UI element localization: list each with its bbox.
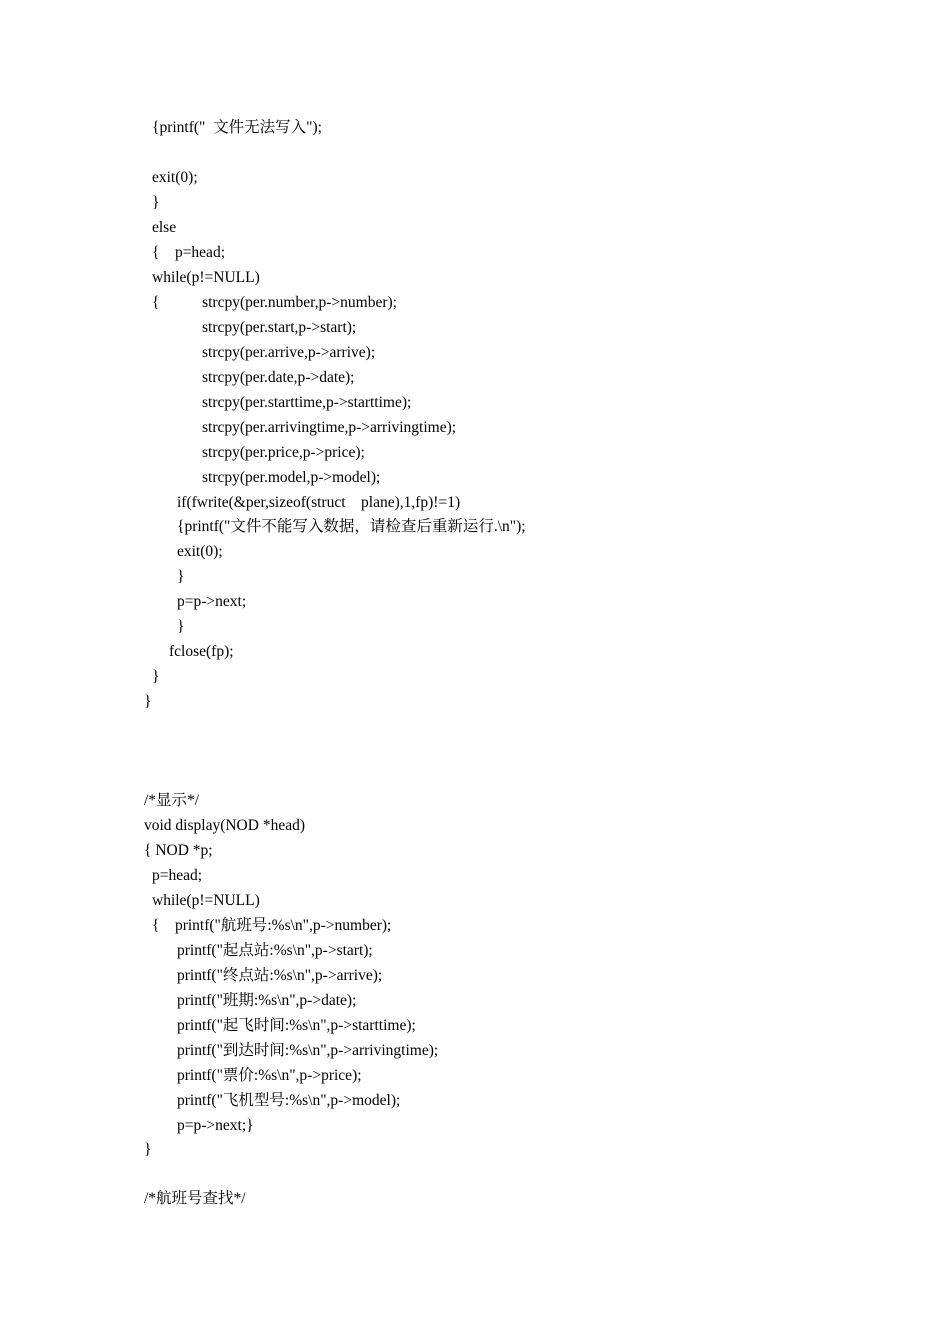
code-line: p=p->next;}	[177, 1117, 254, 1134]
code-line: }	[177, 568, 185, 585]
code-line: strcpy(per.date,p->date);	[202, 369, 355, 386]
code-line: {printf("文件不能写入数据，请检查后重新运行.\n");	[177, 518, 526, 535]
code-line: }	[144, 693, 152, 710]
code-line: printf("票价:%s\n",p->price);	[177, 1067, 362, 1084]
code-line: fclose(fp);	[169, 643, 234, 660]
code-line: exit(0);	[152, 169, 198, 186]
code-line: void display(NOD *head)	[144, 817, 305, 834]
code-line: { printf("航班号:%s\n",p->number);	[152, 917, 392, 934]
code-line: else	[152, 219, 177, 236]
code-line: strcpy(per.model,p->model);	[202, 469, 381, 486]
code-line: }	[144, 1141, 152, 1158]
code-line: p=p->next;	[177, 593, 247, 610]
code-line: printf("起点站:%s\n",p->start);	[177, 942, 373, 959]
code-line: {printf(" 文件无法写入");	[152, 119, 322, 136]
code-line: { strcpy(per.number,p->number);	[152, 294, 397, 311]
code-line: p=head;	[152, 867, 203, 884]
code-line: strcpy(per.start,p->start);	[202, 319, 357, 336]
code-line: strcpy(per.starttime,p->starttime);	[202, 394, 412, 411]
code-line: printf("到达时间:%s\n",p->arrivingtime);	[177, 1042, 439, 1059]
code-line: }	[152, 194, 160, 211]
code-comment: /*航班号查找*/	[144, 1190, 246, 1207]
code-line: { p=head;	[152, 244, 225, 261]
code-line: }	[177, 618, 185, 635]
code-line: }	[152, 668, 160, 685]
code-line: while(p!=NULL)	[152, 892, 260, 909]
code-line: printf("飞机型号:%s\n",p->model);	[177, 1092, 401, 1109]
code-line: strcpy(per.price,p->price);	[202, 444, 365, 461]
code-line: if(fwrite(&per,sizeof(struct plane),1,fp)!=1)	[177, 494, 461, 511]
code-line: strcpy(per.arrive,p->arrive);	[202, 344, 376, 361]
code-comment: /*显示*/	[144, 792, 200, 809]
code-line: while(p!=NULL)	[152, 269, 260, 286]
code-line: printf("起飞时间:%s\n",p->starttime);	[177, 1017, 416, 1034]
code-line: exit(0);	[177, 543, 223, 560]
code-line: printf("班期:%s\n",p->date);	[177, 992, 357, 1009]
code-line: { NOD *p;	[144, 842, 213, 859]
code-line: printf("终点站:%s\n",p->arrive);	[177, 967, 383, 984]
code-line: strcpy(per.arrivingtime,p->arrivingtime);	[202, 419, 457, 436]
